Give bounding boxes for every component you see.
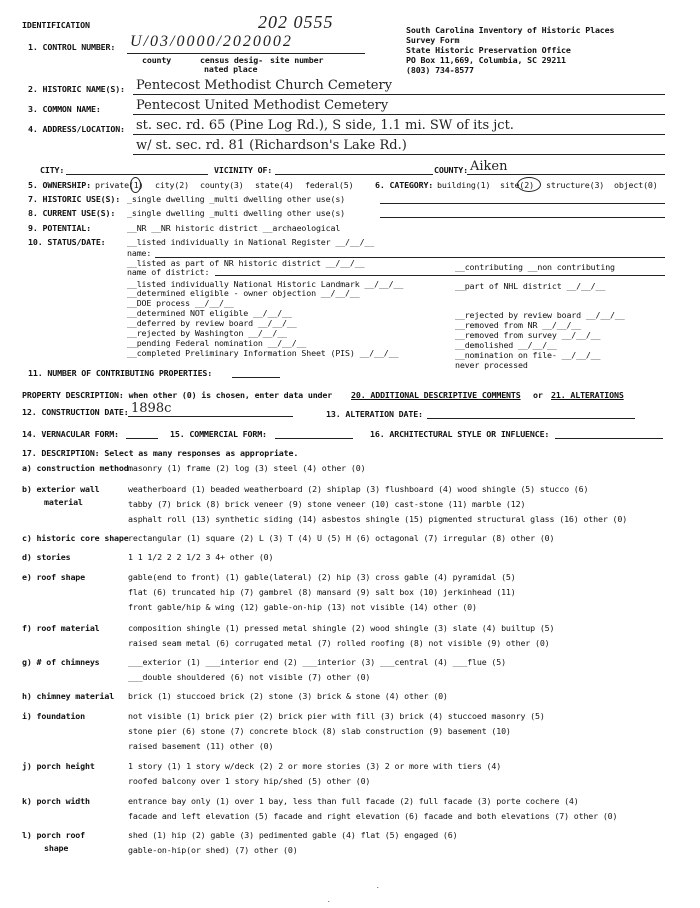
description-key: material [44, 497, 83, 507]
description-options[interactable]: raised seam metal (6) corrugated metal (7) rolled roofing (8) not visible (9) other (0) [128, 638, 550, 648]
status-option: never processed [455, 360, 528, 370]
description-options[interactable]: rectangular (1) square (2) L (3) T (4) U (5) H (6) octagonal (7) irregular (8) other (0) [128, 533, 555, 543]
status-option[interactable]: name: [127, 248, 152, 258]
description-options[interactable]: brick (1) stuccoed brick (2) stone (3) brick & stone (4) other (0) [128, 691, 448, 701]
category-building[interactable]: building(1) [437, 180, 491, 190]
status-option[interactable]: __DOE process __/__/__ [127, 298, 234, 308]
property-desc-text: PROPERTY DESCRIPTION: when other (0) is chosen, enter data under [22, 390, 333, 400]
ownership-label: 5. OWNERSHIP: [28, 180, 91, 190]
status-option[interactable]: __rejected by Washington __/__/__ [127, 328, 287, 338]
historic-names-label: 2. HISTORIC NAME(S): [28, 84, 125, 94]
sub-census: census desig- [200, 55, 263, 65]
description-key: b) exterior wall [22, 484, 100, 494]
description-options[interactable]: gable-on-hip(or shed) (7) other (0) [128, 845, 298, 855]
description-key: i) foundation [22, 711, 85, 721]
description-options[interactable]: masonry (1) frame (2) log (3) steel (4) other (0) [128, 463, 366, 473]
status-option[interactable]: __listed individually National Historic Landmark __/__/__ [127, 279, 404, 289]
control-number-label: 1. CONTROL NUMBER: [28, 42, 116, 52]
ownership-county[interactable]: county(3) [200, 180, 244, 190]
description-key: l) porch roof [22, 830, 85, 840]
property-desc-or: or [533, 390, 543, 400]
status-nhl[interactable]: __part of NHL district __/__/__ [455, 281, 606, 291]
description-label: 17. DESCRIPTION: Select as many responses as appropriate. [22, 448, 299, 458]
description-options[interactable]: weatherboard (1) beaded weatherboard (2) shiplap (3) flushboard (4) wood shingle (5) stucco (6) [128, 484, 589, 494]
construction-date-label: 12. CONSTRUCTION DATE: [22, 407, 129, 417]
status-option[interactable]: __rejected by review board __/__/__ [455, 310, 625, 320]
description-options[interactable]: asphalt roll (13) synthetic siding (14) asbestos shingle (15) pigmented structural glass (16) other (0) [128, 514, 628, 524]
county-label: COUNTY: [434, 165, 468, 175]
county-value[interactable]: Aiken [470, 159, 508, 174]
address-line2[interactable]: w/ st. sec. rd. 81 (Richardson's Lake Rd.) [136, 138, 407, 153]
description-key: shape [44, 843, 69, 853]
description-key: g) # of chimneys [22, 657, 100, 667]
ownership-federal[interactable]: federal(5) [305, 180, 354, 190]
description-options[interactable]: front gable/hip & wing (12) gable-on-hip (13) not visible (14) other (0) [128, 602, 477, 612]
description-options[interactable]: shed (1) hip (2) gable (3) pedimented gable (4) flat (5) engaged (6) [128, 830, 458, 840]
status-option[interactable]: __determined NOT eligible __/__/__ [127, 308, 292, 318]
description-options[interactable]: raised basement (11) other (0) [128, 741, 274, 751]
agency-line: PO Box 11,669, Columbia, SC 29211 [406, 55, 566, 65]
potential-options[interactable]: __NR __NR historic district __archaeological [127, 223, 341, 233]
description-options[interactable]: tabby (7) brick (8) brick veneer (9) stone veneer (10) cast-stone (11) marble (12) [128, 499, 526, 509]
additional-comments-link[interactable]: 20. ADDITIONAL DESCRIPTIVE COMMENTS [351, 390, 521, 400]
potential-label: 9. POTENTIAL: [28, 223, 91, 233]
category-site[interactable]: site(2) [500, 180, 534, 190]
agency-line: (803) 734-8577 [406, 65, 474, 75]
agency-line: Survey Form [406, 35, 460, 45]
ownership-state[interactable]: state(4) [255, 180, 294, 190]
description-options[interactable]: facade and left elevation (5) facade and right elevation (6) facade and both elevations (7) other (0) [128, 811, 618, 821]
ownership-city[interactable]: city(2) [155, 180, 189, 190]
current-uses-options[interactable]: _single dwelling _multi dwelling other use(s) [127, 208, 346, 218]
sub-census: nated place [204, 64, 258, 74]
description-options[interactable]: roofed balcony over 1 story hip/shed (5) other (0) [128, 776, 371, 786]
commercial-label: 15. COMMERCIAL FORM: [170, 429, 267, 439]
scan-mark: . [327, 897, 331, 904]
common-name-value[interactable]: Pentecost United Methodist Cemetery [136, 98, 389, 113]
sub-site: site number [270, 55, 324, 65]
description-key: j) porch height [22, 761, 95, 771]
description-key: a) construction method [22, 463, 129, 473]
control-number-value[interactable]: U/03/0000/2020002 [130, 33, 293, 50]
description-key: d) stories [22, 552, 71, 562]
description-key: k) porch width [22, 796, 90, 806]
status-option[interactable]: __listed individually in National Register __/__/__ [127, 237, 375, 247]
status-option[interactable]: name of district: [127, 267, 210, 277]
handwritten-number: 202 0555 [258, 12, 334, 32]
description-options[interactable]: composition shingle (1) pressed metal shingle (2) wood shingle (3) slate (4) builtup (5) [128, 623, 555, 633]
description-options[interactable]: flat (6) truncated hip (7) gambrel (8) mansard (9) salt box (10) jerkinhead (11) [128, 587, 516, 597]
status-contributing[interactable]: __contributing __non contributing [455, 262, 615, 272]
alteration-date-label: 13. ALTERATION DATE: [326, 409, 423, 419]
historic-uses-options[interactable]: _single dwelling _multi dwelling other use(s) [127, 194, 346, 204]
historic-uses-label: 7. HISTORIC USE(S): [28, 194, 121, 204]
description-key: c) historic core shape [22, 533, 129, 543]
sub-county: county [142, 55, 172, 65]
contributing-props-label: 11. NUMBER OF CONTRIBUTING PROPERTIES: [28, 368, 213, 378]
description-key: f) roof material [22, 623, 100, 633]
status-option[interactable]: __removed from NR __/__/__ [455, 320, 581, 330]
scan-mark: . [376, 883, 380, 890]
ownership-private[interactable]: private(1) [95, 180, 144, 190]
status-option[interactable]: __pending Federal nomination __/__/__ [127, 338, 307, 348]
address-line1[interactable]: st. sec. rd. 65 (Pine Log Rd.), S side, 1.1 mi. SW of its jct. [136, 118, 514, 133]
architectural-label: 16. ARCHITECTURAL STYLE OR INFLUENCE: [370, 429, 550, 439]
alterations-link[interactable]: 21. ALTERATIONS [551, 390, 624, 400]
address-label: 4. ADDRESS/LOCATION: [28, 124, 125, 134]
city-label: CITY: [40, 165, 65, 175]
description-key: h) chimney material [22, 691, 115, 701]
category-object[interactable]: object(0) [614, 180, 658, 190]
description-options[interactable]: not visible (1) brick pier (2) brick pier with fill (3) brick (4) stuccoed masonry (5) [128, 711, 545, 721]
status-option[interactable]: __demolished __/__/__ [455, 340, 557, 350]
description-options[interactable]: stone pier (6) stone (7) concrete block (8) slab construction (9) basement (10) [128, 726, 511, 736]
status-option[interactable]: __nomination on file- __/__/__ [455, 350, 601, 360]
description-options[interactable]: 1 1 1/2 2 2 1/2 3 4+ other (0) [128, 552, 274, 562]
status-option[interactable]: __determined eligible - owner objection __/__/__ [127, 288, 360, 298]
status-option[interactable]: __completed Preliminary Information Sheet (PIS) __/__/__ [127, 348, 399, 358]
vicinity-label: VICINITY OF: [214, 165, 273, 175]
description-options[interactable]: ___double shouldered (6) not visible (7) other (0) [128, 672, 371, 682]
status-label: 10. STATUS/DATE: [28, 237, 106, 247]
category-structure[interactable]: structure(3) [546, 180, 605, 190]
vernacular-label: 14. VERNACULAR FORM: [22, 429, 119, 439]
description-options[interactable]: entrance bay only (1) over 1 bay, less than full facade (2) full facade (3) porte cochere (4) [128, 796, 579, 806]
status-option[interactable]: __removed from survey __/__/__ [455, 330, 601, 340]
description-options[interactable]: gable(end to front) (1) gable(lateral) (2) hip (3) cross gable (4) pyramidal (5) [128, 572, 516, 582]
description-options[interactable]: 1 story (1) 1 story w/deck (2) 2 or more stories (3) 2 or more with tiers (4) [128, 761, 502, 771]
agency-line: State Historic Preservation Office [406, 45, 571, 55]
agency-line: South Carolina Inventory of Historic Places [406, 25, 615, 35]
construction-date-value[interactable]: 1898c [131, 401, 172, 416]
common-name-label: 3. COMMON NAME: [28, 104, 101, 114]
category-label: 6. CATEGORY: [375, 180, 434, 190]
identification-heading: IDENTIFICATION [22, 20, 90, 30]
status-option[interactable]: __deferred by review board __/__/__ [127, 318, 297, 328]
description-options[interactable]: ___exterior (1) ___interior end (2) ___interior (3) ___central (4) ___flue (5) [128, 657, 506, 667]
current-uses-label: 8. CURRENT USE(S): [28, 208, 116, 218]
description-key: e) roof shape [22, 572, 85, 582]
status-option[interactable]: __listed as part of NR historic district __/__/__ [127, 258, 365, 268]
historic-names-value[interactable]: Pentecost Methodist Church Cemetery [136, 78, 393, 93]
